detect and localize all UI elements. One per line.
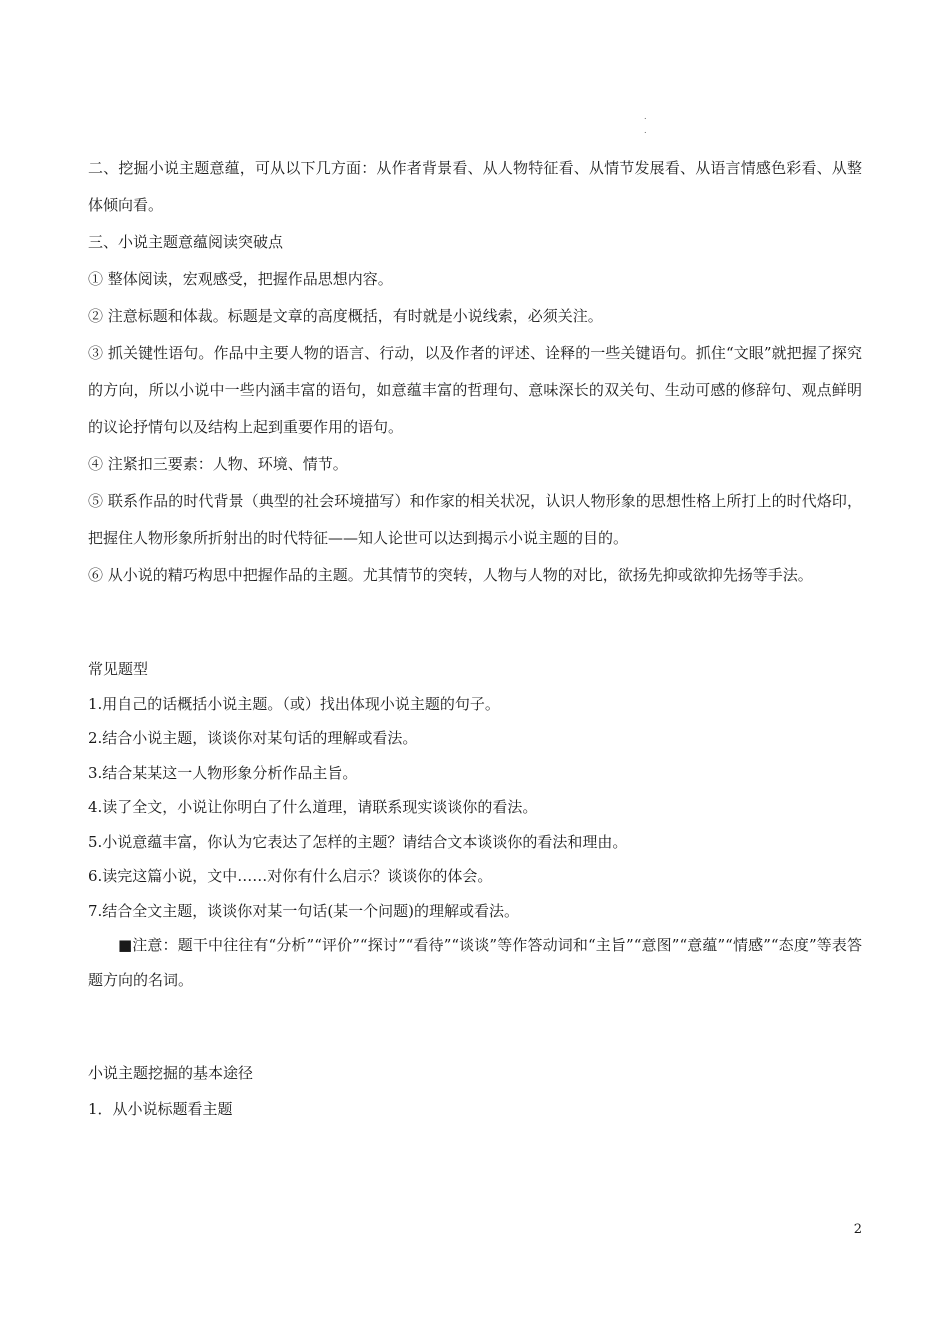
paragraph: ① 整体阅读，宏观感受，把握作品思想内容。 (88, 270, 393, 288)
paragraph: ③ 抓关键性语句。作品中主要人物的语言、行动，以及作者的评述、诠释的一些关键语句。抓住“文眼”就把握了探究的方向，所以小说中一些内涵丰富的语句，如意蕴丰富的哲理句、意味深长的双关句、生动可感的修辞句、观点鲜明的议论抒情句以及结构上起到重要作用的语句。 (88, 344, 862, 436)
header-mark: . (644, 112, 647, 121)
section-theme-reading (88, 150, 862, 594)
list-item: 1.用自己的话概括小说主题。（或）找出体现小说主题的句子。 (88, 694, 500, 713)
header-marks (644, 110, 652, 138)
page-number: 2 (853, 1222, 862, 1237)
section-question-types (88, 652, 862, 997)
section-basic-approaches (88, 1055, 862, 1127)
paragraph: ⑤ 联系作品的时代背景（典型的社会环境描写）和作家的相关状况，认识人物形象的思想性格上所打上的时代烙印，把握住人物形象所折射出的时代特征——知人论世可以达到揭示小说主题的目的。 (88, 492, 862, 547)
list-item: 7.结合全文主题，谈谈你对某一句话(某一个问题)的理解或看法。 (88, 901, 520, 920)
paragraph: 二、挖掘小说主题意蕴，可从以下几方面：从作者背景看、从人物特征看、从情节发展看、从语言情感色彩看、从整体倾向看。 (88, 159, 862, 214)
spacer (88, 997, 862, 1055)
list-item: 4.读了全文，小说让你明白了什么道理，请联系现实谈谈你的看法。 (88, 798, 538, 816)
paragraph: ④ 注紧扣三要素：人物、环境、情节。 (88, 455, 348, 473)
section-heading: 小说主题挖掘的基本途径 (88, 1064, 254, 1082)
list-item: 1．从小说标题看主题 (88, 1100, 233, 1118)
spacer (88, 594, 862, 652)
section-heading: 常见题型 (88, 660, 149, 678)
list-item: 5.小说意蕴丰富，你认为它表达了怎样的主题？请结合文本谈谈你的看法和理由。 (88, 832, 628, 851)
list-item: 3.结合某某这一人物形象分析作品主旨。 (88, 763, 358, 782)
paragraph: ⑥ 从小说的精巧构思中把握作品的主题。尤其情节的突转，人物与人物的对比，欲扬先抑或欲抑先扬等手法。 (88, 566, 813, 584)
list-item: 6.读完这篇小说，文中……对你有什么启示？谈谈你的体会。 (88, 867, 493, 885)
document-body (88, 150, 862, 1127)
note-paragraph: ■注意：题干中往往有“分析”“评价”“探讨”“看待”“谈谈”等作答动词和“主旨”“意图”“意蕴”“情感”“态度”等表答题方向的名词。 (88, 936, 862, 989)
paragraph: 三、小说主题意蕴阅读突破点 (88, 233, 284, 251)
list-item: 2.结合小说主题，谈谈你对某句话的理解或看法。 (88, 729, 418, 747)
header-mark: . (644, 126, 647, 135)
paragraph: ② 注意标题和体裁。标题是文章的高度概括，有时就是小说线索，必须关注。 (88, 307, 603, 325)
